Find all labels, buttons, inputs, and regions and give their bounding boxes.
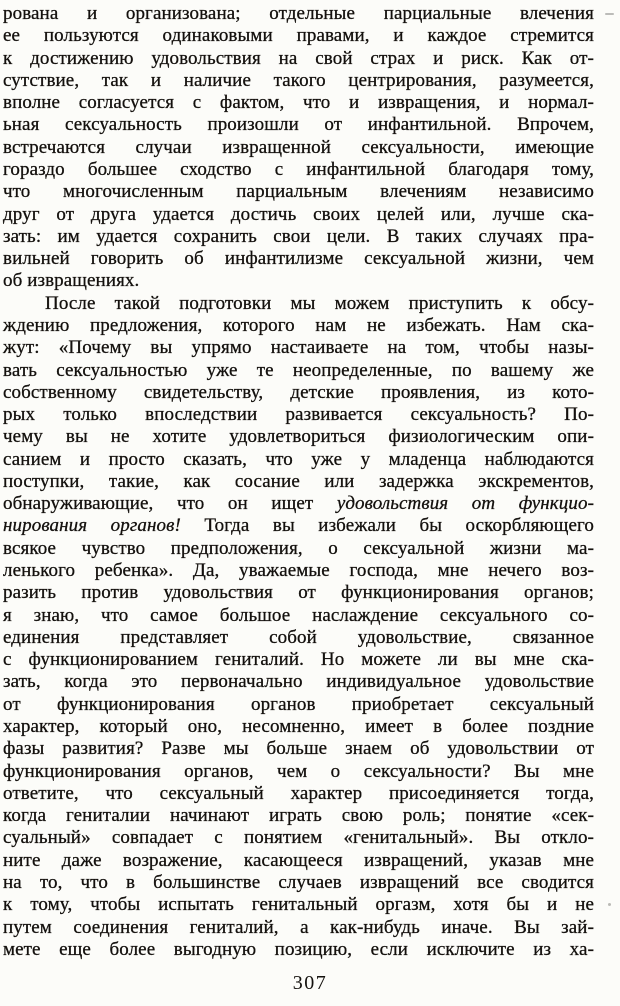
text-line — [3, 449, 594, 471]
text-run: рована и организована; отдельные парциальные влечения — [3, 3, 594, 24]
text-run: ните даже возражение, касающееся извращений, указав мне — [3, 849, 594, 871]
text-run: ждению предложения, которого нам не избежать. Нам ска- — [3, 314, 594, 336]
text-run: санием и просто сказать, что уже у младенца наблюдаются — [3, 448, 594, 470]
text-run: После такой подготовки мы можем приступить к обсу- — [45, 292, 594, 314]
text-line — [3, 248, 594, 270]
text-run: когда гениталии начинают играть свою роль; понятие «сек- — [3, 805, 594, 827]
text-line — [3, 850, 594, 872]
text-line — [3, 315, 594, 337]
text-run: вильней говорить об инфантилизме сексуальной жизни, чем — [3, 248, 594, 270]
text-run: суальный» совпадает с понятием «генитальный». Вы откло- — [3, 827, 594, 849]
text-line — [3, 70, 594, 92]
text-line — [3, 694, 594, 716]
text-run: зать: им удается сохранить свои цели. В таких случаях пра- — [3, 225, 594, 247]
text-run: сутствие, так и наличие такого центрирования, разумеется, — [3, 69, 594, 91]
text-run: на то, что в большинстве случаев извращений все сводится — [3, 871, 594, 893]
text-line — [3, 226, 594, 248]
text-line — [3, 114, 594, 136]
text-line — [3, 137, 594, 159]
text-run: мете еще более выгодную позицию, если исключите из ха- — [3, 938, 594, 960]
scan-artifact-icon — [605, 13, 614, 15]
text-line — [3, 671, 594, 693]
text-line — [3, 404, 594, 426]
text-line — [3, 3, 594, 25]
text-line — [3, 382, 594, 404]
text-run: рых только впоследствии развивается сексуальность? По- — [3, 404, 594, 426]
text-run: ленького ребенка». Да, уважаемые господа, мне нечего воз- — [3, 560, 594, 582]
text-line — [3, 716, 594, 738]
text-run: всякое чувство предположения, о сексуальной жизни ма- — [3, 537, 594, 559]
text-run: друг от друга удается достичь своих целей или, лучше ска- — [3, 203, 594, 225]
scan-artifact-icon — [608, 903, 611, 906]
text-run: обнаруживающие, что он ищет — [3, 493, 337, 515]
text-run: путем соединения гениталий, а как-нибудь иначе. Вы зай- — [3, 916, 594, 938]
text-line — [3, 337, 594, 359]
text-run: разить против удовольствия от функционирования органов; — [3, 582, 594, 604]
text-line — [3, 159, 594, 181]
text-line — [3, 605, 594, 627]
text-line — [3, 761, 594, 783]
text-run: собственному свидетельству, детские проявления, из кото- — [3, 381, 594, 403]
text-line — [3, 872, 594, 894]
text-run: жут: «Почему вы упрямо настаиваете на том, чтобы назы- — [3, 337, 594, 359]
text-run: зать, когда это первоначально индивидуальное удовольствие — [3, 671, 594, 693]
text-line — [3, 538, 594, 560]
text-line — [3, 25, 594, 47]
text-line — [3, 493, 594, 515]
text-run: чему вы не хотите удовлетвориться физиологическим опи- — [3, 426, 594, 448]
text-run: вполне согласуется с фактом, что и извращения, и нормал- — [3, 92, 594, 114]
text-line — [3, 181, 594, 203]
text-run: я знаю, что самое большое наслаждение сексуального со- — [3, 604, 594, 626]
text-line — [3, 270, 594, 292]
text-run: к достижению удовольствия на свой страх и риск. Как от- — [3, 47, 594, 69]
text-run: встречаются случаи извращенной сексуальности, имеющие — [3, 136, 594, 158]
text-line — [3, 827, 594, 849]
text-line — [3, 204, 594, 226]
text-line — [3, 805, 594, 827]
text-run: ответите, что сексуальный характер присоединяется тогда, — [3, 782, 594, 804]
page-number: 307 — [292, 972, 328, 995]
text-line — [3, 783, 594, 805]
text-line — [3, 471, 594, 493]
text-line — [3, 560, 594, 582]
text-run: ьная сексуальность произошли от инфантильной. Впрочем, — [3, 114, 594, 136]
text-run: поступки, такие, как сосание или задержка экскрементов, — [3, 470, 594, 492]
text-line — [3, 48, 594, 70]
text-line — [3, 426, 594, 448]
text-run: единения представляет собой удовольствие, связанное — [3, 626, 594, 648]
text-line — [3, 738, 594, 760]
emphasis-text: нирования органов! — [3, 515, 181, 537]
text-run: от функционирования органов приобретает сексуальный — [3, 693, 594, 715]
text-run: характер, который оно, несомненно, имеет в более поздние — [3, 716, 594, 737]
text-run: об извращениях. — [3, 270, 140, 292]
text-line — [3, 917, 594, 939]
text-run: фазы развития? Разве мы больше знаем об удовольствии от — [3, 738, 594, 760]
text-run: с функционированием гениталий. Но можете ли вы мне ска- — [3, 649, 594, 671]
emphasis-text: удовольствия от функцио- — [336, 493, 594, 515]
text-run: вать сексуальностью уже те неопределенные, по вашему же — [3, 359, 594, 381]
text-line — [3, 649, 594, 671]
text-run: функционирования органов, чем о сексуальности? Вы мне — [3, 760, 594, 782]
text-line — [3, 293, 594, 315]
text-line — [3, 92, 594, 114]
text-line — [3, 360, 594, 382]
text-line — [3, 894, 594, 916]
text-run: к тому, чтобы испытать генитальный оргазм, хотя бы и не — [3, 894, 594, 916]
text-line — [3, 582, 594, 604]
text-line — [3, 627, 594, 649]
text-run: гораздо большее сходство с инфантильной благодаря тому, — [3, 158, 594, 180]
text-run: что многочисленным парциальным влечениям независимо — [3, 181, 594, 203]
text-run: ее пользуются одинаковыми правами, и каждое стремится — [3, 25, 594, 47]
text-line — [3, 515, 594, 537]
text-run: Тогда вы избежали бы оскорбляющего — [180, 515, 595, 537]
text-line — [3, 939, 594, 961]
